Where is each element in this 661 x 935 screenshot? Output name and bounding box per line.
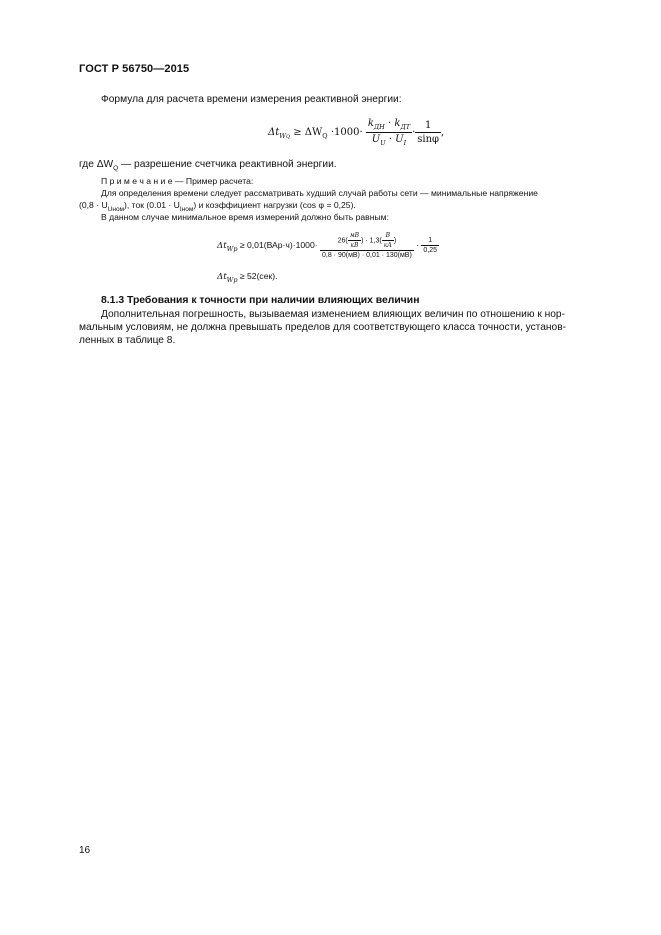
page-number: 16 bbox=[79, 845, 91, 856]
note-line2-b: ), ток (0.01 · U bbox=[124, 200, 180, 210]
formula-measurement-time: $\Delta t_{WQ} \ge \Delta W_Q \cdot 1000\cdot$ $\frac{k_{ДН} \cdot k_{ДТ}}{U_U \cdot U_I}$ · $\frac{1}{\sin\varphi}$ , bbox=[268, 118, 445, 147]
formula1-rel: ≥ ΔW bbox=[290, 127, 323, 138]
section-line-2: мальным условиям, не должна превышать пределов для соответствующего класса точности, установ- bbox=[79, 322, 566, 333]
formula2-v-ka bbox=[382, 232, 397, 249]
formula2-kv: кВ bbox=[350, 242, 359, 249]
formula1-fraction-main bbox=[366, 118, 412, 147]
formula1-den-u1: U bbox=[371, 134, 381, 145]
formula2-num-mid: · 1,3( bbox=[363, 237, 382, 245]
formula1-num-k1: k bbox=[367, 118, 374, 129]
formula1-num2: 1 bbox=[415, 120, 441, 133]
formula2-num-a-close: ) bbox=[361, 237, 364, 245]
section-line-1: Дополнительная погрешность, вызываемая изменением влияющих величин по отношению к нор- bbox=[101, 309, 565, 320]
formula1-den-u2: · U bbox=[385, 134, 404, 145]
where-text: — разрешение счетчика реактивной энергии. bbox=[118, 159, 337, 170]
formula2-numerator bbox=[320, 232, 414, 251]
note-line-1: Для определения времени следует рассматривать худший случай работы сети — минимальные напряжение bbox=[101, 188, 538, 198]
formula1-den-sub2: I bbox=[403, 139, 407, 147]
formula2-denominator: 0,8 · 90(мВ) · 0,01 · 130(мВ) bbox=[322, 252, 412, 259]
formula1-w-sub: Q bbox=[322, 132, 328, 140]
formula2-lhs: Δt bbox=[217, 240, 227, 251]
formula3-rel: ≥ 52(сек). bbox=[237, 271, 278, 281]
formula3-lhs-sub: Wp bbox=[226, 276, 238, 284]
note-label: П р и м е ч а н и е bbox=[101, 176, 173, 186]
formula2-mv: мВ bbox=[349, 232, 360, 239]
formula2-mv-kv bbox=[348, 232, 364, 249]
formula2-lhs-sub: Wp bbox=[226, 244, 238, 253]
formula1-lhs-subsub: Q bbox=[285, 134, 291, 140]
formula2-rel: ≥ 0,01(ВАр·ч)·1000· bbox=[237, 239, 318, 250]
formula1-lhs-sub: W bbox=[279, 132, 286, 140]
formula2-v: В bbox=[382, 232, 394, 241]
note-line2-sub1: Uном bbox=[107, 206, 125, 213]
formula2-den2: 0,25 bbox=[423, 247, 438, 254]
section-line-3: ленных в таблице 8. bbox=[79, 335, 176, 346]
note-line2-sub2: Iном bbox=[179, 206, 194, 213]
formula3-lhs: Δt bbox=[217, 272, 227, 282]
formula1-num-k2: · k bbox=[384, 118, 401, 129]
formula2-fraction-main bbox=[320, 232, 414, 259]
formula2-ka: кА bbox=[383, 242, 392, 249]
note-title-line bbox=[101, 176, 253, 187]
formula2-fraction-cos bbox=[421, 237, 439, 254]
formula1-fraction-sin bbox=[415, 120, 441, 145]
note-title: Пример расчета: bbox=[185, 176, 254, 186]
where-sub: Q bbox=[113, 165, 119, 172]
document-code: ГОСТ Р 56750—2015 bbox=[79, 63, 190, 75]
section-heading: 8.1.3 Требования к точности при наличии влияющих величин bbox=[101, 295, 420, 306]
formula1-lhs: Δt bbox=[268, 127, 280, 138]
formula1-const: ·1000· bbox=[327, 127, 363, 138]
note-dash: — bbox=[172, 176, 186, 186]
formula-result bbox=[217, 271, 278, 284]
formula2-num2: 1 bbox=[421, 237, 439, 246]
formula1-num-sub2: ДТ bbox=[400, 123, 411, 131]
formula-example bbox=[217, 232, 439, 259]
formula1-tail: , bbox=[441, 127, 445, 138]
note-line-3: В данном случае минимальное время измерений должно быть равным: bbox=[101, 212, 389, 222]
formula2-mid: · bbox=[413, 239, 422, 250]
formula1-num-sub1: ДН bbox=[373, 123, 385, 131]
note-line2-c: ) и коэффициент нагрузки (cos φ = 0,25). bbox=[193, 200, 356, 210]
where-prefix: где ΔW bbox=[79, 159, 114, 170]
note-line2-a: (0,8 · U bbox=[79, 200, 108, 210]
formula1-den-sub1: U bbox=[380, 139, 386, 147]
formula2-num-a: 26( bbox=[337, 237, 348, 245]
formula-caption: Формула для расчета времени измерения реактивной энергии: bbox=[101, 94, 402, 105]
where-line bbox=[79, 158, 337, 175]
formula1-den2: sinφ bbox=[417, 134, 440, 145]
formula2-num-b-close: ) bbox=[393, 237, 397, 245]
